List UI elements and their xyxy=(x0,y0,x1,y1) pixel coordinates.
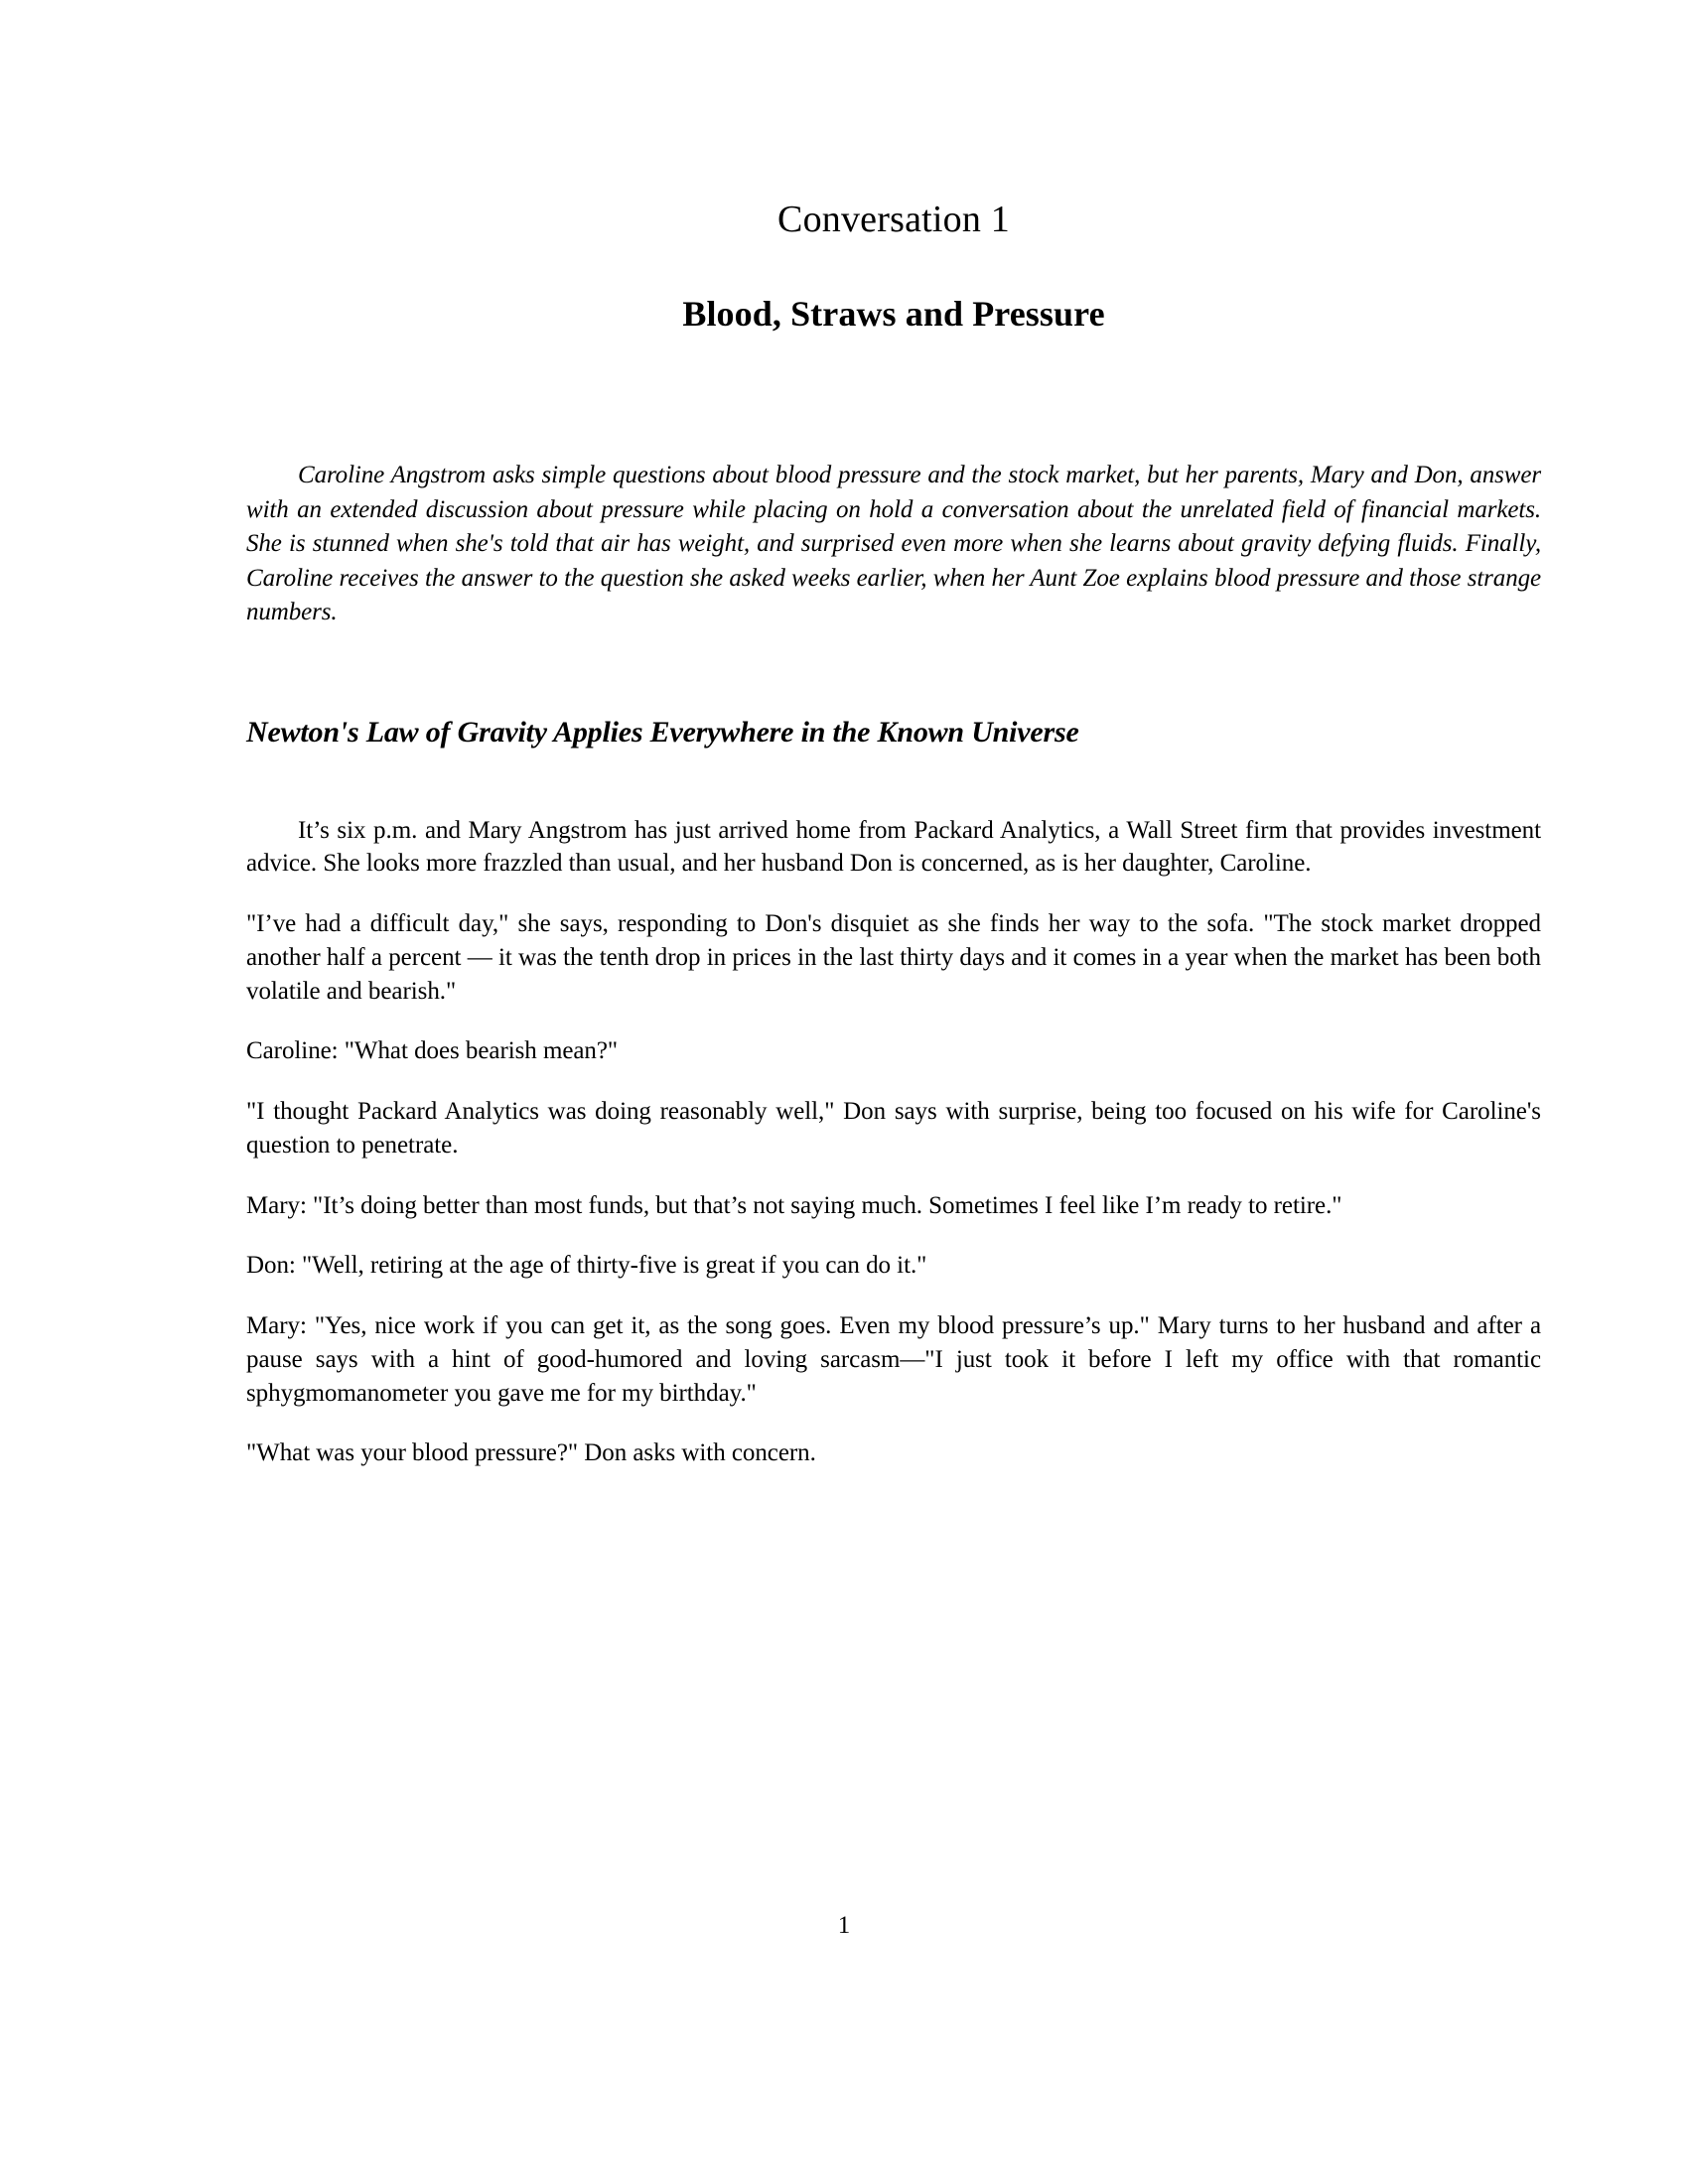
body-paragraph: Mary: "It’s doing better than most funds, but that’s not saying much. Sometimes I feel like I’m ready to retire." xyxy=(246,1191,1342,1219)
body-paragraph: "I thought Packard Analytics was doing reasonably well," Don says with surprise, being too focused on his wife for Caroline's question to penetrate. xyxy=(246,1098,1541,1159)
body-paragraph: Caroline: "What does bearish mean?" xyxy=(246,1037,619,1065)
body-paragraph: Don: "Well, retiring at the age of thirty-five is great if you can do it." xyxy=(246,1252,927,1280)
section-heading: Newton's Law of Gravity Applies Everywhere in the Known Universe xyxy=(246,715,1079,749)
body-paragraph: It’s six p.m. and Mary Angstrom has just arrived home from Packard Analytics, a Wall Street firm that provides investment advice. She looks more frazzled than usual, and her husband Don is concerned, as is her daughter, Caroline. xyxy=(246,816,1541,878)
body-text xyxy=(246,751,1541,1471)
page-subtitle: Blood, Straws and Pressure xyxy=(682,294,1105,334)
abstract-paragraph: Caroline Angstrom asks simple questions about blood pressure and the stock market, but her parents, Mary and Don, answer with an extended discussion about pressure while placing on hold a conversation about the unrelated field of financial markets. She is stunned when she's told that air has weight, and surprised even more when she learns about gravity defying fluids. Finally, Caroline receives the answer to the question she asked weeks earlier, when her Aunt Zoe explains blood pressure and those strange numbers. xyxy=(246,462,1541,625)
page-title: Conversation 1 xyxy=(777,199,1010,240)
body-paragraph: "I’ve had a difficult day," she says, responding to Don's disquiet as she finds her way to the sofa. "The stock market dropped another half a percent — it was the tenth drop in prices in the last thirty days and it comes in a year when the market has been both volatile and bearish." xyxy=(246,910,1541,1005)
text-column xyxy=(246,0,1541,1470)
body-paragraph: "What was your blood pressure?" Don asks with concern. xyxy=(246,1439,816,1467)
page-number: 1 xyxy=(837,1912,851,1939)
body-paragraph: Mary: "Yes, nice work if you can get it, as the song goes. Even my blood pressure’s up." Mary turns to her husband and after a pause says with a hint of good-humored and loving sarcasm—"I just took it before I left my office with that romantic sphygmomanometer you gave me for my birthday." xyxy=(246,1312,1541,1407)
